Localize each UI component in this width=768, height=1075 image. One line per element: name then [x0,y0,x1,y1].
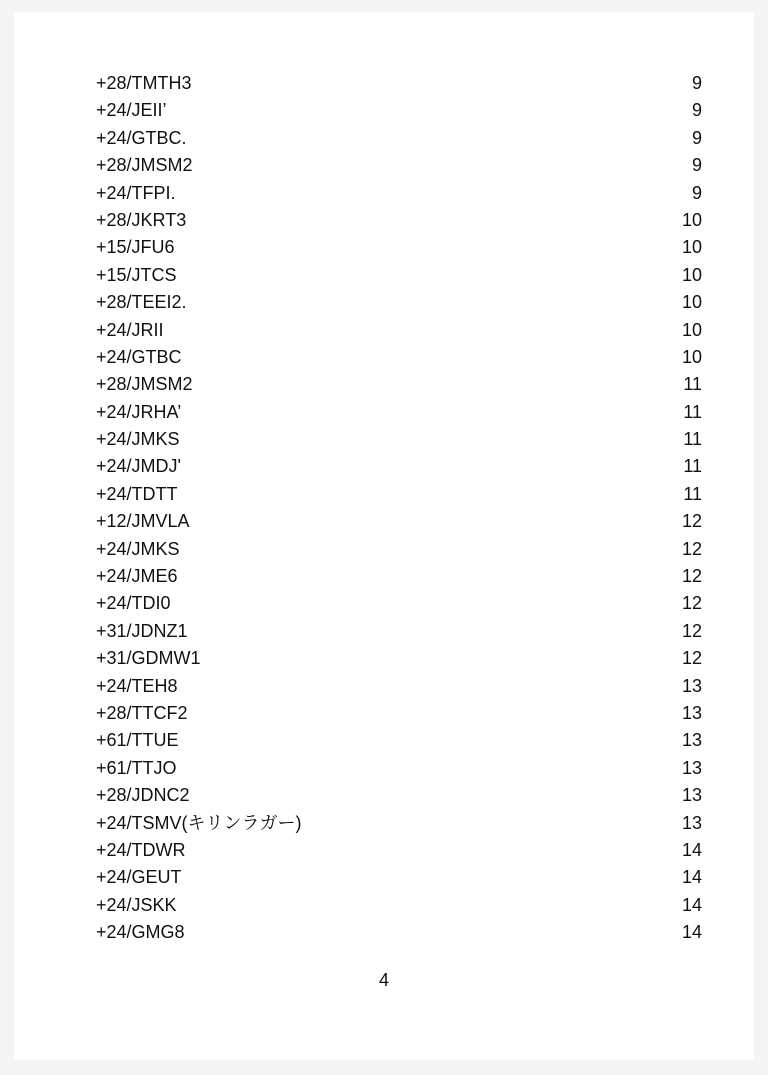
index-page-ref: 12 [681,566,702,587]
index-page-ref: 10 [681,292,702,313]
index-page-ref: 12 [681,620,702,641]
index-page-ref: 9 [691,155,702,176]
index-page-ref: 14 [681,839,702,860]
index-row [96,810,702,837]
index-page-ref: 14 [681,867,702,888]
index-row [96,453,702,480]
index-page-ref: 10 [681,264,702,285]
index-code: +28/JMSM2 [96,374,193,395]
index-page-ref: 13 [681,812,702,833]
index-page-ref: 9 [691,182,702,203]
index-code: +31/GDMW1 [96,648,201,669]
index-row [96,782,702,809]
index-code: +24/JMDJ' [96,456,181,477]
index-page-ref: 11 [683,374,702,395]
index-row [96,837,702,864]
index-code: +24/TSMV(キリンラガー) [96,812,302,833]
index-row [96,563,702,590]
index-code: +15/JFU6 [96,237,175,258]
index-row [96,919,702,946]
index-page-ref: 13 [681,785,702,806]
index-code: +28/JKRT3 [96,209,187,230]
index-page-ref: 9 [691,73,702,93]
index-page-ref: 11 [683,401,702,422]
index-page-ref: 9 [691,100,702,121]
index-row [96,207,702,234]
index-code: +24/JRII [96,319,164,340]
index-row [96,673,702,700]
index-row [96,70,702,97]
index-code: +12/JMVLA [96,511,190,532]
index-code: +24/TEH8 [96,675,178,696]
index-row [96,125,702,152]
index-row [96,590,702,617]
index-code: +24/TDI0 [96,593,171,614]
index-code: +24/JME6 [96,566,178,587]
index-row [96,289,702,316]
index-row [96,645,702,672]
page-number: 4 [378,970,389,990]
index-page-ref: 14 [681,922,702,943]
index-row [96,180,702,207]
index-code: +28/TTCF2 [96,702,188,723]
index-row [96,234,702,261]
index-code: +28/JMSM2 [96,155,193,176]
index-row [96,864,702,891]
index-page-ref: 12 [681,593,702,614]
index-row [96,152,702,179]
index-code: +31/JDNZ1 [96,620,188,641]
index-page-ref: 13 [681,702,702,723]
index-page-ref: 10 [681,209,702,230]
index-row [96,97,702,124]
index-code: +24/GEUT [96,867,182,888]
index-row [96,399,702,426]
index-row [96,344,702,371]
index-code: +24/JSKK [96,894,177,915]
document-page [14,12,754,1060]
index-page-ref: 11 [683,429,702,450]
index-row [96,317,702,344]
index-row [96,727,702,754]
index-row [96,262,702,289]
index-row [96,755,702,782]
index-page-ref: 11 [683,456,702,477]
index-code: +24/JMKS [96,429,180,450]
index-row [96,481,702,508]
index-page-ref: 12 [681,511,702,532]
index-row [96,426,702,453]
index-code: +24/TDWR [96,839,186,860]
index-page-ref: 13 [681,675,702,696]
index-page-ref: 10 [681,237,702,258]
index-code: +24/TFPI. [96,182,176,203]
index-page-ref: 13 [681,757,702,778]
index-code: +28/TEEI2. [96,292,187,313]
index-code: +61/TTUE [96,730,179,751]
index-page-ref: 14 [681,894,702,915]
index-code: +24/GTBC [96,346,182,367]
index-row [96,618,702,645]
index-code: +28/TMTH3 [96,73,192,93]
index-row [96,508,702,535]
index-row [96,892,702,919]
index-code: +24/JEII’ [96,100,167,121]
index-code: +28/JDNC2 [96,785,190,806]
index-code: +61/TTJO [96,757,177,778]
index-code: +24/TDTT [96,483,178,504]
index-page-ref: 10 [681,346,702,367]
index-code: +15/JTCS [96,264,177,285]
index-row [96,371,702,398]
index-page-ref: 13 [681,730,702,751]
index-row [96,536,702,563]
index-page-ref: 10 [681,319,702,340]
index-code: +24/GMG8 [96,922,185,943]
index-code: +24/JRHA’ [96,401,182,422]
index-list [96,70,702,947]
index-page-ref: 12 [681,648,702,669]
index-code: +24/JMKS [96,538,180,559]
index-page-ref: 12 [681,538,702,559]
index-page-ref: 9 [691,127,702,148]
index-code: +24/GTBC. [96,127,187,148]
index-page-ref: 11 [683,483,702,504]
index-row [96,700,702,727]
